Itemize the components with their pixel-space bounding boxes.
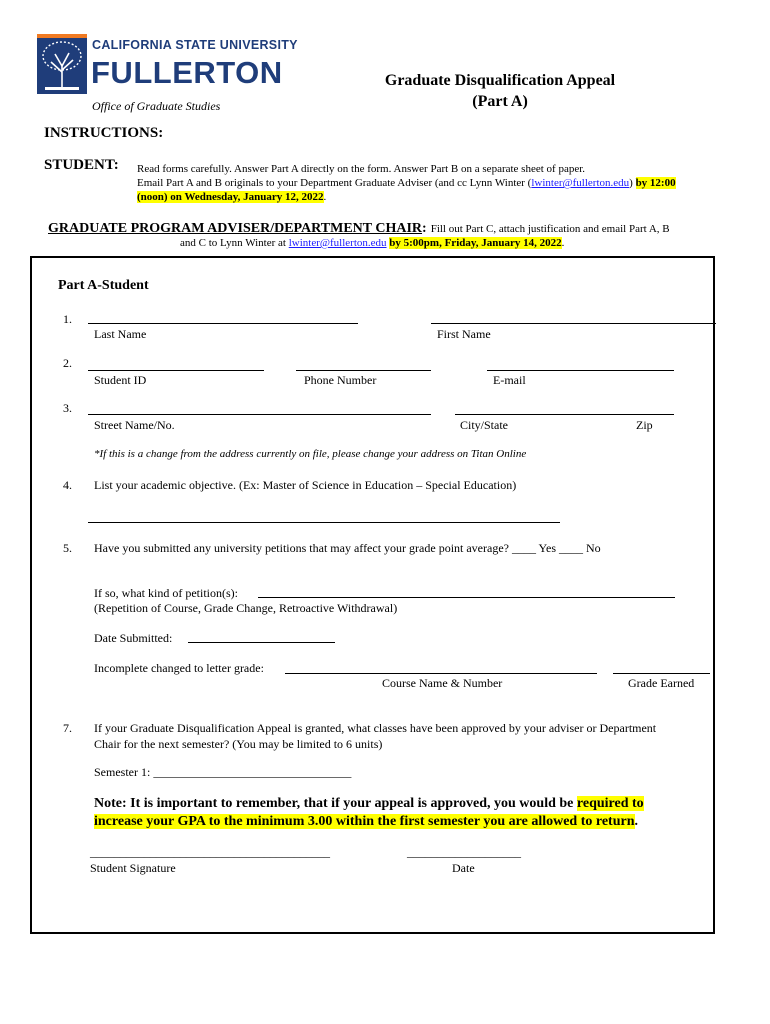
- student-deadline-part1: by 12:00: [635, 177, 676, 189]
- adviser-instruction-text: Fill out Part C, attach justification and email Part A, B: [430, 223, 670, 235]
- student-instruction-line1: Read forms carefully. Answer Part A directly on the form. Answer Part B on a separate sheet of paper.: [137, 163, 586, 175]
- period: .: [323, 191, 327, 203]
- form-title: [340, 70, 660, 112]
- course-field[interactable]: [285, 673, 597, 674]
- gpa-note-line2: [94, 814, 638, 830]
- q3-number: 3.: [63, 401, 72, 415]
- form-title-line2: (Part A): [472, 93, 528, 110]
- incomplete-label: Incomplete changed to letter grade:: [94, 661, 264, 675]
- address-change-note: *If this is a change from the address currently on file, please change your address on Titan Online: [94, 448, 527, 460]
- course-label: Course Name & Number: [382, 676, 503, 690]
- university-logo: [37, 34, 87, 94]
- phone-field[interactable]: [296, 370, 431, 371]
- first-name-field[interactable]: [431, 323, 716, 324]
- gpa-note-highlight2: increase your GPA to the minimum 3.00 within the first semester you are allowed to return: [94, 814, 635, 829]
- student-instruction-text: Email Part A and B originals to your Department Graduate Adviser (and cc Lynn Winter (: [137, 177, 532, 189]
- gpa-note-line1: [94, 796, 644, 812]
- city-state-label: City/State: [460, 418, 508, 432]
- first-name-label: First Name: [437, 327, 491, 341]
- instructions-heading: INSTRUCTIONS:: [44, 125, 164, 141]
- q7-text-line1: If your Graduate Disqualification Appeal is granted, what classes have been approved by your adviser or Department: [94, 721, 657, 735]
- adviser-deadline: by 5:00pm, Friday, January 14, 2022: [389, 237, 562, 249]
- tree-seal-icon: [37, 34, 87, 94]
- gpa-note-period: .: [634, 814, 638, 829]
- adviser-instruction-line2: [180, 237, 564, 249]
- last-name-label: Last Name: [94, 327, 147, 341]
- q2-number: 2.: [63, 356, 72, 370]
- q7-number: 7.: [63, 721, 72, 735]
- adviser-label: GRADUATE PROGRAM ADVISER/DEPARTMENT CHAIR: [48, 221, 423, 236]
- zip-label: Zip: [636, 418, 653, 432]
- street-label: Street Name/No.: [94, 418, 175, 432]
- student-instruction-close: ): [629, 177, 633, 189]
- adviser-colon: :: [422, 221, 427, 236]
- email-label: E-mail: [493, 373, 526, 387]
- email-field[interactable]: [487, 370, 674, 371]
- adviser-email-link[interactable]: lwinter@fullerton.edu: [288, 237, 387, 249]
- date-submitted-label: Date Submitted:: [94, 631, 173, 645]
- grade-label: Grade Earned: [628, 676, 695, 690]
- adviser-instruction-line1: [48, 219, 670, 237]
- logo-campus-name: FULLERTON: [91, 55, 283, 90]
- grade-field[interactable]: [613, 673, 710, 674]
- city-state-zip-field[interactable]: [455, 414, 674, 415]
- q4-text: List your academic objective. (Ex: Master of Science in Education – Special Education): [94, 478, 517, 492]
- student-instruction-line2: [137, 177, 676, 189]
- q7-text-line2: Chair for the next semester? (You may be limited to 6 units): [94, 737, 383, 751]
- semester-1-field[interactable]: Semester 1: _________________________________: [94, 765, 352, 779]
- gpa-note-highlight1: required to: [576, 796, 644, 811]
- student-deadline-part2: (noon) on Wednesday, January 12, 2022: [137, 191, 324, 203]
- form-title-line1: Graduate Disqualification Appeal: [384, 72, 616, 89]
- signature-date-field[interactable]: ___________________: [407, 845, 521, 859]
- student-id-field[interactable]: [88, 370, 264, 371]
- street-field[interactable]: [88, 414, 431, 415]
- last-name-field[interactable]: [88, 323, 358, 324]
- q4-number: 4.: [63, 478, 72, 492]
- gpa-note-text: Note: It is important to remember, that if your appeal is approved, you would be: [94, 796, 577, 811]
- adviser-instruction-text2: and C to Lynn Winter at: [180, 237, 286, 249]
- petition-kind-field[interactable]: [258, 597, 675, 598]
- signature-date-label: Date: [452, 861, 475, 875]
- q5-text: Have you submitted any university petitions that may affect your grade point average? ____ Yes ____ No: [94, 541, 601, 555]
- signature-field[interactable]: ________________________________________: [90, 845, 330, 859]
- period: .: [561, 237, 565, 249]
- logo-office-name: Office of Graduate Studies: [92, 99, 221, 113]
- petition-examples: (Repetition of Course, Grade Change, Retroactive Withdrawal): [94, 601, 398, 615]
- petition-kind-label: If so, what kind of petition(s):: [94, 586, 238, 600]
- q1-number: 1.: [63, 312, 72, 326]
- academic-objective-field[interactable]: [88, 522, 560, 523]
- email-link[interactable]: lwinter@fullerton.edu: [531, 177, 630, 189]
- student-label: STUDENT:: [44, 157, 119, 173]
- student-id-label: Student ID: [94, 373, 147, 387]
- part-a-heading: Part A-Student: [58, 278, 149, 293]
- signature-label: Student Signature: [90, 861, 176, 875]
- logo-university-name: CALIFORNIA STATE UNIVERSITY: [92, 38, 298, 52]
- date-submitted-field[interactable]: [188, 642, 335, 643]
- phone-label: Phone Number: [304, 373, 377, 387]
- q5-number: 5.: [63, 541, 72, 555]
- student-instruction-line3: [137, 191, 326, 203]
